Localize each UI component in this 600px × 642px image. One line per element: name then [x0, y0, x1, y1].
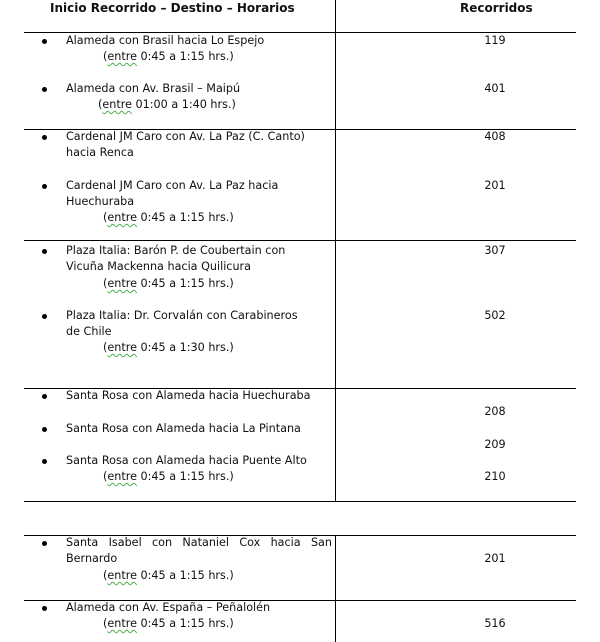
bullet-icon [42, 459, 47, 464]
route-number: 408 [484, 130, 506, 143]
route-text: Santa Rosa con Alameda hacia La Pintana [66, 422, 301, 435]
route-text: Huechuraba [66, 195, 135, 208]
route-time: (entre 01:00 a 1:40 hrs.) [98, 98, 236, 111]
bullet-icon [42, 427, 47, 432]
route-number: 516 [484, 617, 506, 630]
bullet-icon [42, 184, 47, 189]
bullet-icon [42, 541, 47, 546]
route-number: 502 [484, 309, 506, 322]
route-text: Santa Rosa con Alameda hacia Huechuraba [66, 389, 311, 402]
column-divider [335, 0, 336, 501]
route-time: (entre 0:45 a 1:15 hrs.) [103, 50, 234, 63]
route-text: Vicuña Mackenna hacia Quilicura [66, 260, 252, 273]
route-number: 401 [484, 82, 506, 95]
route-number: 307 [484, 244, 506, 257]
route-text: Cardenal JM Caro con Av. La Paz hacia [66, 179, 279, 192]
route-time: (entre 0:45 a 1:15 hrs.) [103, 617, 234, 630]
route-time: (entre 0:45 a 1:30 hrs.) [103, 341, 234, 354]
route-number: 119 [484, 34, 506, 47]
bullet-icon [42, 606, 47, 611]
route-number: 208 [484, 405, 506, 418]
row-divider [24, 240, 576, 241]
column-divider [335, 535, 336, 642]
route-number: 201 [484, 179, 506, 192]
route-text: Plaza Italia: Dr. Corvalán con Carabineros [66, 309, 298, 322]
header-routes-number: Recorridos [460, 1, 533, 15]
bullet-icon [42, 249, 47, 254]
route-number: 210 [484, 470, 506, 483]
bullet-icon [42, 314, 47, 319]
route-text: de Chile [66, 325, 112, 338]
header-route: Inicio Recorrido – Destino – Horarios [50, 1, 295, 15]
bullet-icon [42, 39, 47, 44]
route-time: (entre 0:45 a 1:15 hrs.) [103, 277, 234, 290]
bullet-icon [42, 135, 47, 140]
route-time: (entre 0:45 a 1:15 hrs.) [103, 569, 234, 582]
route-text: Alameda con Av. España – Peñalolén [66, 601, 271, 614]
route-text: Santa Isabel con Nataniel Cox hacia San [66, 536, 332, 549]
route-number: 201 [484, 552, 506, 565]
bullet-icon [42, 394, 47, 399]
route-text: Bernardo [66, 552, 118, 565]
route-number: 209 [484, 438, 506, 451]
route-text: Santa Rosa con Alameda hacia Puente Alto [66, 454, 307, 467]
route-text: hacia Renca [66, 146, 134, 159]
route-text: Plaza Italia: Barón P. de Coubertain con [66, 244, 286, 257]
route-text: Alameda con Av. Brasil – Maipú [66, 82, 241, 95]
route-time: (entre 0:45 a 1:15 hrs.) [103, 211, 234, 224]
route-text: Alameda con Brasil hacia Lo Espejo [66, 34, 265, 47]
route-text: Cardenal JM Caro con Av. La Paz (C. Canto) [66, 130, 305, 143]
row-divider [24, 501, 576, 502]
route-time: (entre 0:45 a 1:15 hrs.) [103, 470, 234, 483]
bullet-icon [42, 87, 47, 92]
